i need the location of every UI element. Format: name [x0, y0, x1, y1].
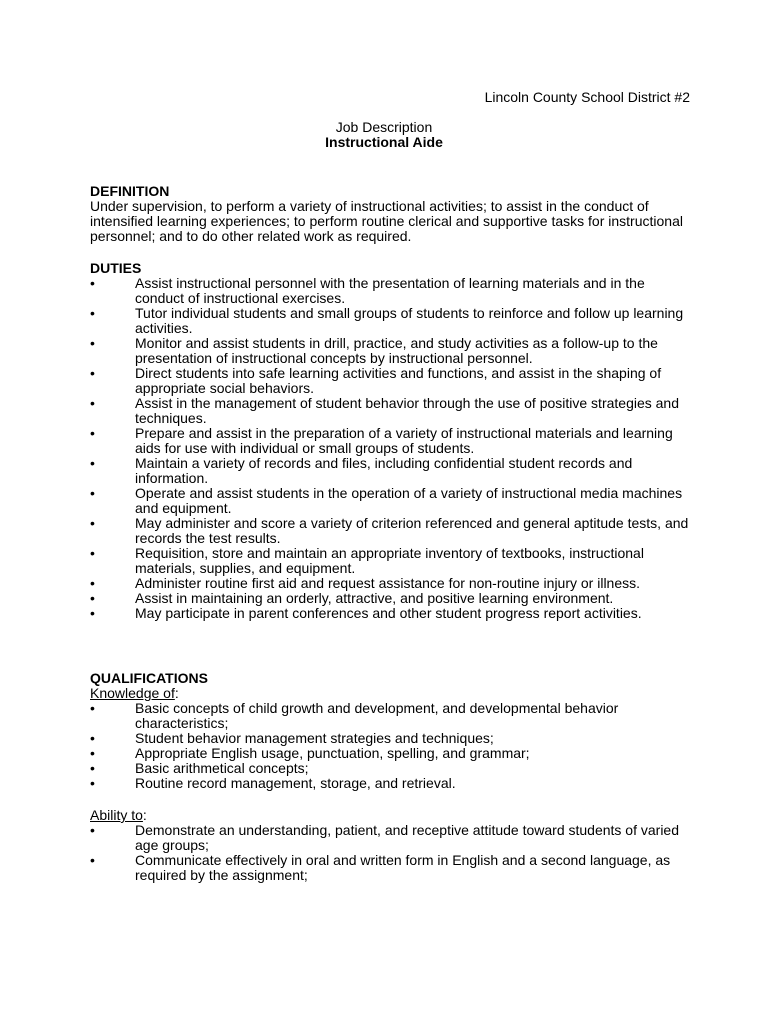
- bullet-icon: •: [90, 485, 95, 501]
- ability-text: Demonstrate an understanding, patient, and receptive attitude toward students of varied age groups;: [135, 822, 680, 853]
- knowledge-text: Basic arithmetical concepts;: [135, 760, 309, 776]
- definition-heading: DEFINITION: [90, 183, 170, 199]
- list-item: [90, 823, 690, 853]
- knowledge-label-text: Knowledge of: [90, 685, 175, 701]
- bullet-icon: •: [90, 425, 95, 441]
- bullet-icon: •: [90, 335, 95, 351]
- duty-text: Monitor and assist students in drill, practice, and study activities as a follow-up to the presentation of instructional concepts by instructional personnel.: [135, 335, 658, 366]
- duty-text: Requisition, store and maintain an appropriate inventory of textbooks, instructional materials, supplies, and equipment.: [135, 545, 644, 576]
- bullet-icon: •: [90, 365, 95, 381]
- list-item: [90, 853, 690, 883]
- list-item: [90, 606, 690, 621]
- bullet-icon: •: [90, 275, 95, 291]
- list-item: [90, 276, 690, 306]
- duties-list: [90, 276, 690, 621]
- bullet-icon: •: [90, 590, 95, 606]
- district-name: Lincoln County School District #2: [484, 89, 690, 105]
- knowledge-list: [90, 701, 690, 791]
- duty-text: May administer and score a variety of criterion referenced and general aptitude tests, and records the test results.: [135, 515, 689, 546]
- list-item: [90, 366, 690, 396]
- title-block: [0, 120, 768, 150]
- list-item: [90, 306, 690, 336]
- ability-section: [90, 808, 690, 883]
- duties-heading: DUTIES: [90, 260, 142, 276]
- list-item: [90, 701, 690, 731]
- definition-text: Under supervision, to perform a variety of instructional activities; to assist in the conduct of intensified learning experiences; to perform routine clerical and supportive tasks for instructional personnel; and to do other related work as required.: [90, 198, 683, 244]
- bullet-icon: •: [90, 745, 95, 761]
- list-item: [90, 516, 690, 546]
- bullet-icon: •: [90, 852, 95, 868]
- ability-list: [90, 823, 690, 883]
- bullet-icon: •: [90, 730, 95, 746]
- duty-text: Assist in maintaining an orderly, attractive, and positive learning environment.: [135, 590, 614, 606]
- list-item: [90, 591, 690, 606]
- position-title: Instructional Aide: [325, 134, 443, 150]
- bullet-icon: •: [90, 760, 95, 776]
- bullet-icon: •: [90, 775, 95, 791]
- duty-text: Prepare and assist in the preparation of a variety of instructional materials and learning aids for use with individual or small groups of students.: [135, 425, 673, 456]
- list-item: [90, 576, 690, 591]
- duty-text: Assist in the management of student behavior through the use of positive strategies and techniques.: [135, 395, 679, 426]
- duties-section: [90, 261, 690, 621]
- bullet-icon: •: [90, 515, 95, 531]
- duty-text: May participate in parent conferences and other student progress report activities.: [135, 605, 642, 621]
- list-item: [90, 546, 690, 576]
- duty-text: Operate and assist students in the operation of a variety of instructional media machines and equipment.: [135, 485, 683, 516]
- list-item: [90, 776, 690, 791]
- knowledge-text: Routine record management, storage, and retrieval.: [135, 775, 456, 791]
- list-item: [90, 731, 690, 746]
- bullet-icon: •: [90, 605, 95, 621]
- bullet-icon: •: [90, 395, 95, 411]
- qualifications-heading: QUALIFICATIONS: [90, 670, 208, 686]
- bullet-icon: •: [90, 575, 95, 591]
- ability-label-text: Ability to: [90, 807, 143, 823]
- list-item: [90, 746, 690, 761]
- bullet-icon: •: [90, 455, 95, 471]
- list-item: [90, 396, 690, 426]
- knowledge-text: Appropriate English usage, punctuation, spelling, and grammar;: [135, 745, 530, 761]
- knowledge-text: Student behavior management strategies and techniques;: [135, 730, 494, 746]
- bullet-icon: •: [90, 305, 95, 321]
- bullet-icon: •: [90, 700, 95, 716]
- duty-text: Assist instructional personnel with the presentation of learning materials and in the conduct of instructional exercises.: [135, 275, 645, 306]
- list-item: [90, 761, 690, 776]
- bullet-icon: •: [90, 822, 95, 838]
- knowledge-label: Knowledge of:: [90, 685, 179, 701]
- knowledge-text: Basic concepts of child growth and development, and developmental behavior characteristics;: [135, 700, 619, 731]
- list-item: [90, 456, 690, 486]
- duty-text: Direct students into safe learning activities and functions, and assist in the shaping of appropriate social behaviors.: [135, 365, 662, 396]
- duty-text: Tutor individual students and small groups of students to reinforce and follow up learning activities.: [135, 305, 684, 336]
- list-item: [90, 486, 690, 516]
- qualifications-section: [90, 671, 690, 791]
- ability-label: Ability to:: [90, 807, 147, 823]
- duty-text: Administer routine first aid and request assistance for non-routine injury or illness.: [135, 575, 641, 591]
- list-item: [90, 426, 690, 456]
- definition-section: [90, 184, 690, 244]
- bullet-icon: •: [90, 545, 95, 561]
- ability-text: Communicate effectively in oral and written form in English and a second language, as required by the assignment;: [135, 852, 671, 883]
- duty-text: Maintain a variety of records and files, including confidential student records and information.: [135, 455, 633, 486]
- document-type: Job Description: [335, 119, 433, 135]
- list-item: [90, 336, 690, 366]
